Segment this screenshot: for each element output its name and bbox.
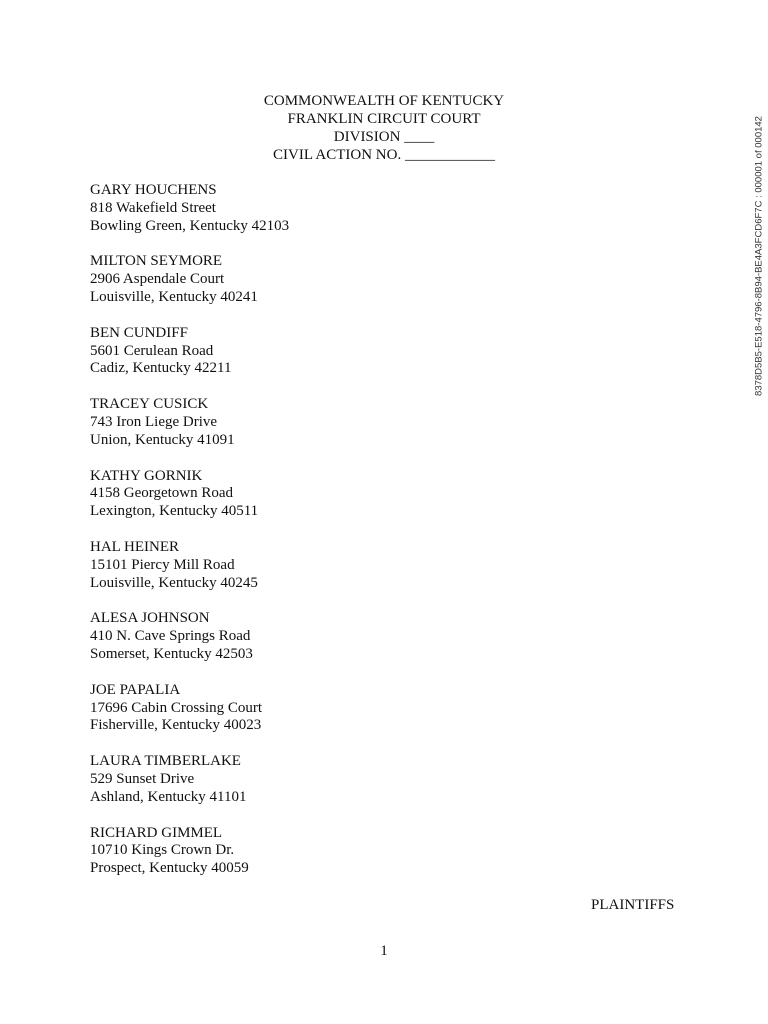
court-name: FRANKLIN CIRCUIT COURT (287, 111, 481, 127)
party-block (90, 468, 289, 521)
party-street: 4158 Georgetown Road (90, 485, 234, 502)
party-block (90, 539, 289, 592)
party-city: Somerset, Kentucky 42503 (90, 645, 253, 662)
party-city: Louisville, Kentucky 40241 (90, 288, 258, 305)
division-line: DIVISION ____ (333, 129, 435, 145)
party-name: TRACEY CUSICK (90, 396, 209, 413)
commonwealth-heading: COMMONWEALTH OF KENTUCKY (263, 93, 505, 109)
party-city: Fisherville, Kentucky 40023 (90, 717, 262, 734)
party-city: Cadiz, Kentucky 42211 (90, 360, 232, 377)
party-name: HAL HEINER (90, 538, 180, 555)
plaintiffs-label: PLAINTIFFS (591, 897, 675, 913)
party-street: 818 Wakefield Street (90, 199, 216, 216)
party-block (90, 325, 289, 378)
party-name: JOE PAPALIA (90, 681, 181, 698)
party-street: 529 Sunset Drive (90, 770, 195, 787)
party-name: ALESA JOHNSON (90, 610, 210, 627)
party-street: 2906 Aspendale Court (90, 271, 225, 288)
party-block (90, 610, 289, 663)
party-street: 10710 Kings Crown Dr. (90, 842, 235, 859)
plaintiff-list (90, 182, 289, 896)
party-street: 15101 Piercy Mill Road (90, 556, 235, 573)
party-city: Ashland, Kentucky 41101 (90, 788, 247, 805)
party-block (90, 825, 289, 878)
party-block (90, 753, 289, 806)
document-id-stamp: 8378D5B5-E518-4796-8B94-BE4A3FCD6F7C : 000001 of 000142 (753, 116, 765, 396)
party-name: LAURA TIMBERLAKE (90, 753, 241, 770)
party-street: 5601 Cerulean Road (90, 342, 214, 359)
party-street: 17696 Cabin Crossing Court (90, 699, 263, 716)
party-street: 743 Iron Liege Drive (90, 413, 218, 430)
case-caption (0, 92, 768, 164)
civil-action-line: CIVIL ACTION NO. ____________ (273, 147, 495, 163)
party-city: Prospect, Kentucky 40059 (90, 860, 249, 877)
party-city: Bowling Green, Kentucky 42103 (90, 217, 290, 234)
party-name: GARY HOUCHENS (90, 182, 217, 198)
party-city: Union, Kentucky 41091 (90, 431, 235, 448)
party-name: KATHY GORNIK (90, 467, 203, 484)
party-street: 410 N. Cave Springs Road (90, 628, 251, 645)
party-block (90, 396, 289, 449)
party-name: BEN CUNDIFF (90, 324, 188, 341)
party-name: RICHARD GIMMEL (90, 824, 223, 841)
party-block (90, 682, 289, 735)
party-city: Louisville, Kentucky 40245 (90, 574, 258, 591)
party-block (90, 253, 289, 306)
page-number: 1 (380, 943, 388, 959)
party-name: MILTON SEYMORE (90, 253, 223, 270)
party-city: Lexington, Kentucky 40511 (90, 503, 259, 520)
party-block (90, 182, 289, 235)
